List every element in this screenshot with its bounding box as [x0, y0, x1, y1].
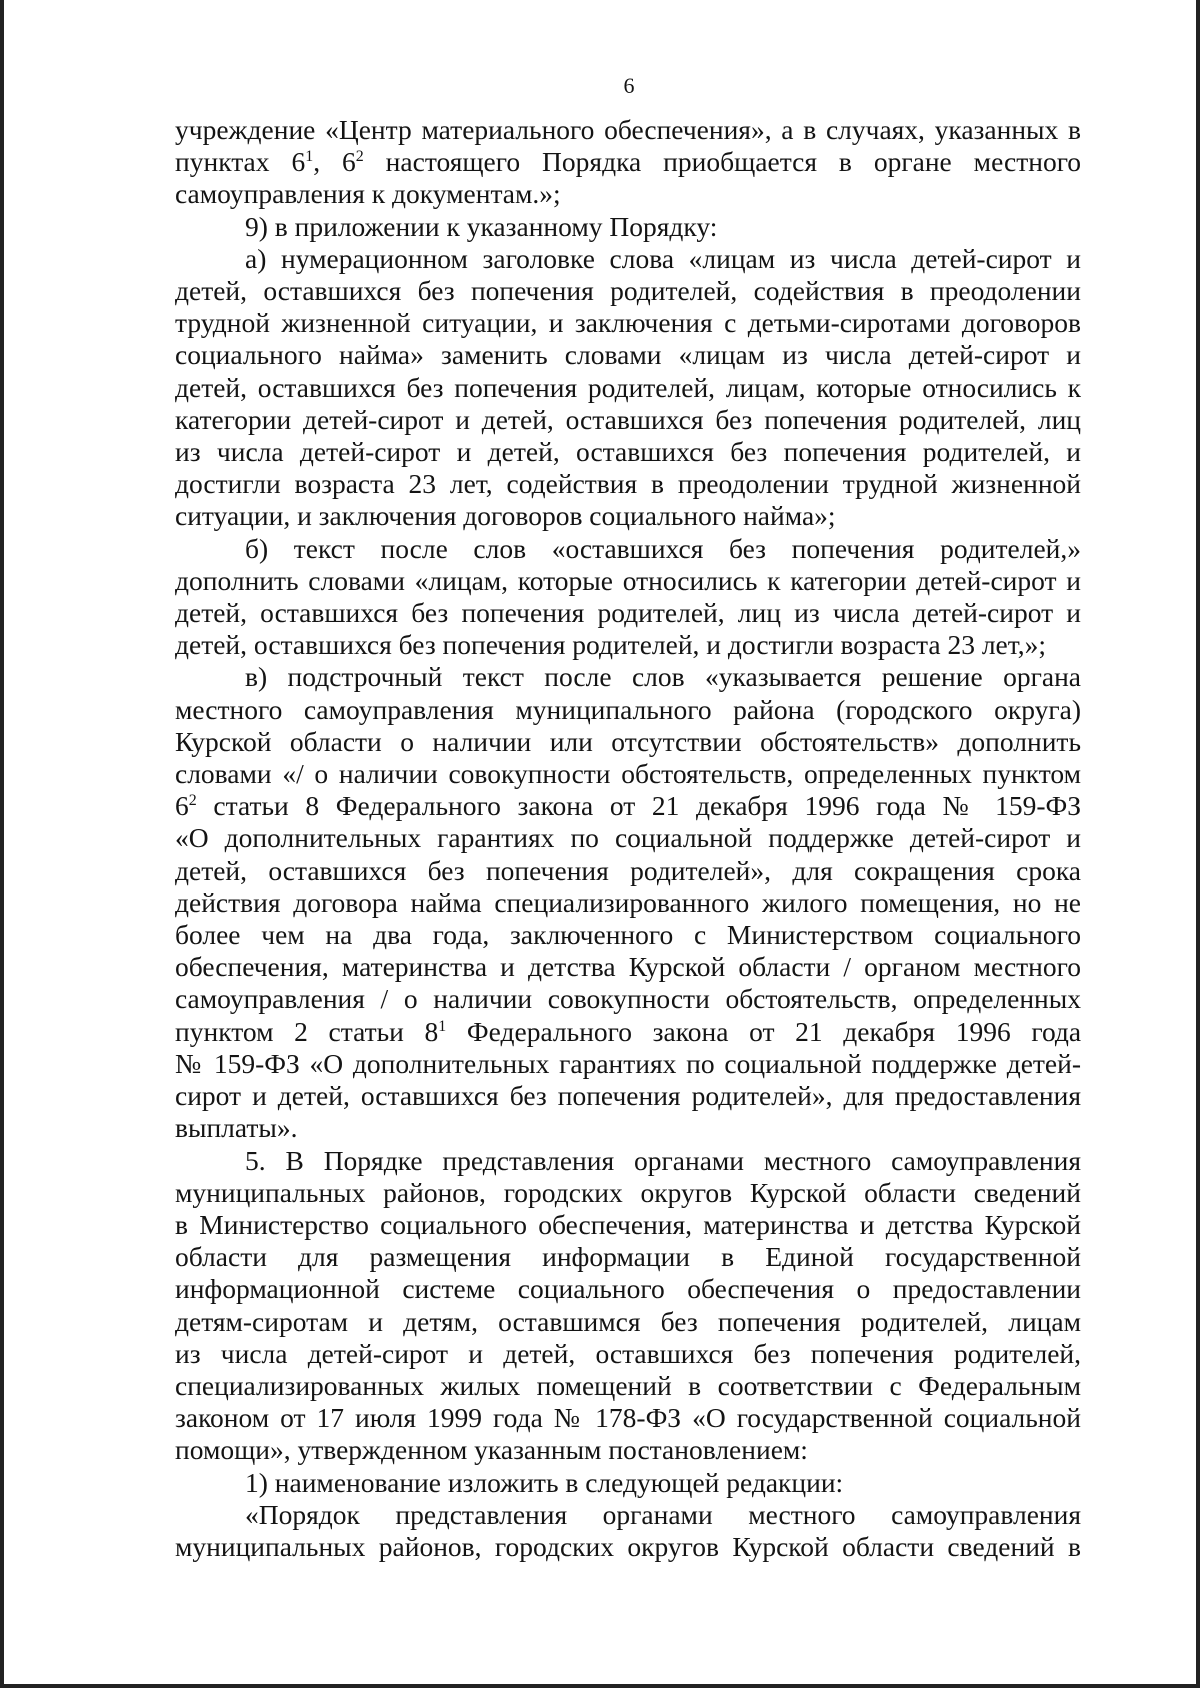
text-line: 5. В Порядке представления органами местного самоуправления: [245, 1144, 1081, 1176]
text-line: обеспечения, материнства и детства Курской области / органом местного: [175, 951, 1081, 983]
text-line: пунктом 2 статьи $8^1$ Федерального закона от 21 декабря 1996 года: [175, 1015, 1082, 1047]
text-line: а) нумерационном заголовке слова «лицам из числа детей-сирот и: [245, 242, 1081, 274]
text-line: категории детей-сирот и детей, оставшихся без попечения родителей, лиц: [175, 403, 1081, 435]
text-line: детей, оставшихся без попечения родителей, и достигли возраста 23 лет,»;: [175, 629, 1046, 661]
text-line: информационной системе социального обеспечения о предоставлении: [175, 1273, 1081, 1305]
scan-border-left: [0, 0, 4, 1688]
text-line: трудной жизненной ситуации, и заключения с детьми-сиротами договоров: [175, 307, 1081, 339]
text-line: достигли возраста 23 лет, содействия в преодолении трудной жизненной: [175, 468, 1081, 500]
text-line: муниципальных районов, городских округов Курской области сведений в: [175, 1530, 1081, 1562]
text-line: «О дополнительных гарантиях по социальной поддержке детей-сирот и: [175, 822, 1081, 854]
text-line: в) подстрочный текст после слов «указывается решение органа: [245, 661, 1081, 693]
text-line: выплаты».: [175, 1112, 298, 1144]
text-line: дополнить словами «лицам, которые относились к категории детей-сирот и: [175, 564, 1081, 596]
text-line: более чем на два года, заключенного с Министерством социального: [175, 919, 1081, 951]
text-line: муниципальных районов, городских округов Курской области сведений: [175, 1176, 1081, 1208]
text-line: ситуации, и заключения договоров социального найма»;: [175, 500, 836, 532]
scan-border-bottom: [0, 1684, 1200, 1688]
text-line: социального найма» заменить словами «лицам из числа детей-сирот и: [175, 339, 1081, 371]
text-line: 1) наименование изложить в следующей редакции:: [245, 1466, 844, 1498]
text-line: сирот и детей, оставшихся без попечения родителей», для предоставления: [175, 1080, 1081, 1112]
text-line: детей, оставшихся без попечения родителей, лицам, которые относились к: [175, 371, 1081, 403]
text-line: Курской области о наличии или отсутствии обстоятельств» дополнить: [175, 725, 1081, 757]
text-line: словами «/ о наличии совокупности обстоятельств, определенных пунктом: [175, 758, 1081, 790]
text-line: специализированных жилых помещений в соответствии с Федеральным: [175, 1369, 1081, 1401]
text-line: «Порядок представления органами местного самоуправления: [245, 1498, 1081, 1530]
text-line: б) текст после слов «оставшихся без попечения родителей,»: [245, 532, 1081, 564]
text-line: законом от 17 июля 1999 года № 178-ФЗ «О государственной социальной: [175, 1402, 1081, 1434]
text-line: учреждение «Центр материального обеспечения», а в случаях, указанных в: [175, 114, 1081, 145]
document-body: [175, 114, 1081, 1563]
text-line: из числа детей-сирот и детей, оставшихся без попечения родителей,: [175, 1337, 1081, 1369]
page-number: 6: [623, 73, 635, 98]
text-line: помощи», утвержденном указанным постановлением:: [175, 1434, 808, 1466]
text-line: из числа детей-сирот и детей, оставшихся без попечения родителей, и: [175, 436, 1081, 468]
text-line: в Министерство социального обеспечения, материнства и детства Курской: [175, 1208, 1081, 1240]
text-line: пунктах $6^1$, $6^2$ настоящего Порядка приобщается в органе местного: [175, 146, 1082, 178]
text-line: 9) в приложении к указанному Порядку:: [245, 210, 718, 242]
text-line: детей, оставшихся без попечения родителей, содействия в преодолении: [175, 275, 1081, 307]
text-line: детям-сиротам и детям, оставшимся без попечения родителей, лицам: [175, 1305, 1081, 1337]
scan-border-right: [1196, 0, 1200, 1688]
text-line: местного самоуправления муниципального района (городского округа): [175, 693, 1081, 725]
text-line: $6^2$ статьи 8 Федерального закона от 21 декабря 1996 года № 159-ФЗ: [175, 790, 1082, 822]
text-line: самоуправления / о наличии совокупности обстоятельств, определенных: [175, 983, 1081, 1015]
text-line: детей, оставшихся без попечения родителей, лиц из числа детей-сирот и: [175, 597, 1081, 629]
text-line: области для размещения информации в Единой государственной: [175, 1241, 1081, 1273]
text-line: детей, оставшихся без попечения родителей», для сокращения срока: [175, 854, 1081, 886]
text-line: действия договора найма специализированного жилого помещения, но не: [175, 886, 1081, 918]
text-line: № 159-ФЗ «О дополнительных гарантиях по социальной поддержке детей-: [175, 1047, 1081, 1079]
text-line: самоуправления к документам.»;: [175, 178, 561, 210]
